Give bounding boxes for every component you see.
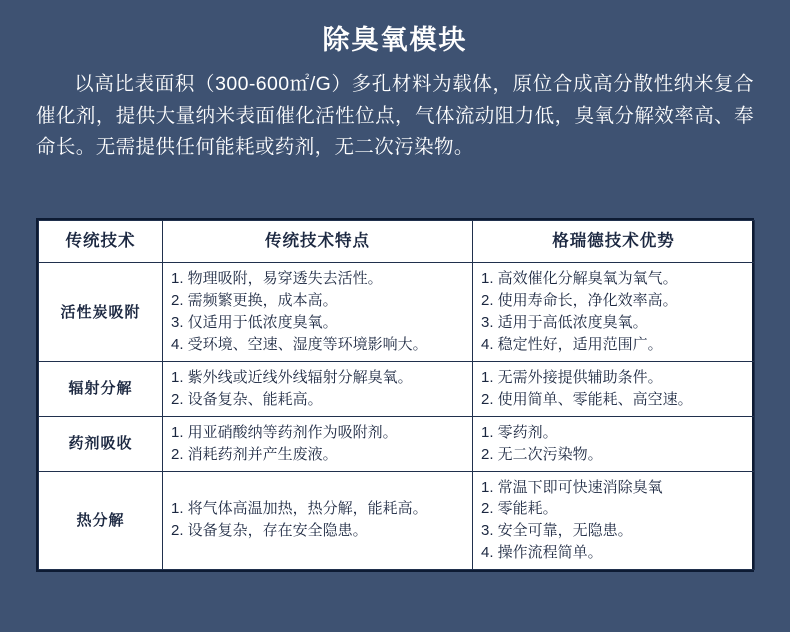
row-advantages-thermal-decomposition <box>473 471 755 570</box>
advantage-list <box>481 268 746 356</box>
row-features-activated-carbon <box>163 263 473 362</box>
row-advantages-radiation-decomposition <box>473 361 755 416</box>
list-item: 3. 适用于高低浓度臭氧。 <box>481 314 648 332</box>
row-category-thermal-decomposition: 热分解 <box>39 471 163 570</box>
list-item: 4. 稳定性好，适用范围广。 <box>481 336 663 354</box>
list-item: 2. 无二次污染物。 <box>481 445 603 463</box>
row-category-chemical-absorption: 药剂吸收 <box>39 416 163 471</box>
list-item: 2. 需频繁更换，成本高。 <box>171 292 338 310</box>
row-features-thermal-decomposition <box>163 471 473 570</box>
list-item: 1. 常温下即可快速消除臭氧 <box>481 478 663 496</box>
header-cell-traditional-features: 传统技术特点 <box>163 221 473 263</box>
list-item: 2. 设备复杂，存在安全隐患。 <box>171 522 368 540</box>
comparison-table <box>38 220 755 570</box>
feature-list <box>171 498 464 542</box>
header-cell-traditional-tech: 传统技术 <box>39 221 163 263</box>
row-category-radiation-decomposition: 辐射分解 <box>39 361 163 416</box>
table-row <box>39 471 755 570</box>
list-item: 3. 仅适用于低浓度臭氧。 <box>171 314 338 332</box>
list-item: 1. 用亚硝酸纳等药剂作为吸附剂。 <box>171 423 398 441</box>
table-row <box>39 361 755 416</box>
advantage-list <box>481 367 746 411</box>
list-item: 2. 使用简单、零能耗、高空速。 <box>481 390 693 408</box>
list-item: 1. 将气体高温加热，热分解，能耗高。 <box>171 500 428 518</box>
intro-text: 以高比表面积（300-600㎡/G）多孔材料为载体，原位合成高分散性纳米复合催化剂，提供大量纳米表面催化活性位点，气体流动阻力低，臭氧分解效率高、奉命长。无需提供任何能耗或药剂，无二次污染物。 <box>36 73 754 159</box>
feature-list <box>171 422 464 466</box>
table-row <box>39 263 755 362</box>
feature-list <box>171 268 464 356</box>
list-item: 2. 零能耗。 <box>481 500 558 518</box>
list-item: 1. 无需外接提供辅助条件。 <box>481 368 663 386</box>
advantage-list <box>481 477 746 565</box>
table-header-row <box>39 221 755 263</box>
intro-paragraph <box>22 69 768 164</box>
list-item: 1. 零药剂。 <box>481 423 558 441</box>
row-category-activated-carbon: 活性炭吸附 <box>39 263 163 362</box>
list-item: 1. 紫外线或近线外线辐射分解臭氧。 <box>171 368 413 386</box>
row-advantages-activated-carbon <box>473 263 755 362</box>
row-features-radiation-decomposition <box>163 361 473 416</box>
advantage-list <box>481 422 746 466</box>
list-item: 2. 消耗药剂并产生废液。 <box>171 445 338 463</box>
list-item: 2. 设备复杂、能耗高。 <box>171 390 323 408</box>
comparison-table-container <box>36 218 754 572</box>
row-features-chemical-absorption <box>163 416 473 471</box>
list-item: 1. 高效催化分解臭氧为氧气。 <box>481 270 678 288</box>
feature-list <box>171 367 464 411</box>
row-advantages-chemical-absorption <box>473 416 755 471</box>
list-item: 2. 使用寿命长，净化效率高。 <box>481 292 678 310</box>
page-title: 除臭氧模块 <box>322 25 468 55</box>
table-row <box>39 416 755 471</box>
list-item: 3. 安全可靠，无隐患。 <box>481 522 633 540</box>
list-item: 4. 操作流程简单。 <box>481 544 603 562</box>
list-item: 1. 物理吸附，易穿透失去活性。 <box>171 270 383 288</box>
header-cell-advantages: 格瑞德技术优势 <box>473 221 755 263</box>
list-item: 4. 受环境、空速、湿度等环境影响大。 <box>171 336 428 354</box>
